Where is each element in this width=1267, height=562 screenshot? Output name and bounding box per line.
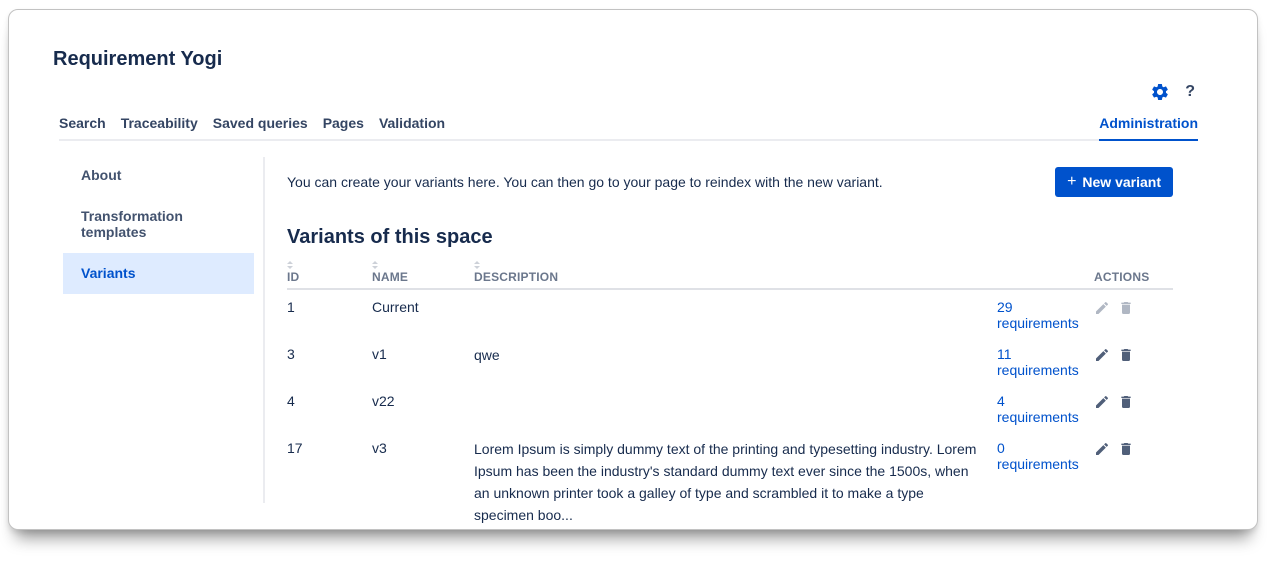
cell-requirements xyxy=(997,346,1094,379)
requirements-link[interactable]: 29 requirements xyxy=(997,299,1079,331)
content-area xyxy=(63,141,1173,523)
edit-pencil-icon[interactable] xyxy=(1094,394,1110,410)
cell-requirements xyxy=(997,299,1094,332)
sidebar-item-variants[interactable]: Variants xyxy=(63,253,254,294)
tab-search[interactable]: Search xyxy=(59,115,106,131)
tab-traceability[interactable]: Traceability xyxy=(120,115,198,131)
table-row xyxy=(287,337,1173,384)
delete-trash-icon xyxy=(1118,300,1134,316)
cell-actions xyxy=(1094,440,1173,457)
column-header-id[interactable]: ID xyxy=(287,261,372,284)
plus-icon: + xyxy=(1067,173,1077,190)
cell-name: v1 xyxy=(372,346,387,362)
column-header-requirements xyxy=(997,261,1094,284)
intro-row xyxy=(287,167,1173,197)
delete-trash-icon[interactable] xyxy=(1118,347,1134,363)
sort-icon xyxy=(287,261,294,269)
sort-icon xyxy=(474,261,481,269)
requirements-link[interactable]: 11 requirements xyxy=(997,346,1079,378)
edit-pencil-icon xyxy=(1094,300,1110,316)
sort-icon xyxy=(372,261,379,269)
tabs-left xyxy=(59,109,445,139)
cell-actions xyxy=(1094,346,1173,363)
page-title: Requirement Yogi xyxy=(53,48,223,70)
cell-description: Lorem Ipsum is simply dummy text of the printing and typesetting industry. Lorem Ipsum has been the industry's standard dummy text ever since the 1500s, when an unknown printer took a galley of type and scrambled it to make a type specimen boo... xyxy=(474,441,977,523)
table-row xyxy=(287,431,1173,530)
delete-trash-icon[interactable] xyxy=(1118,441,1134,457)
tab-bar xyxy=(59,109,1198,141)
cell-id: 17 xyxy=(287,440,303,456)
column-header-name[interactable]: NAME xyxy=(372,261,474,284)
sidebar-item-transformation-templates[interactable]: Transformation templates xyxy=(81,208,183,240)
cell-id: 4 xyxy=(287,393,295,409)
table-row xyxy=(287,384,1173,431)
tab-pages[interactable]: Pages xyxy=(322,115,364,131)
requirements-link[interactable]: 4 requirements xyxy=(997,393,1079,425)
sidebar xyxy=(63,141,254,513)
tab-validation[interactable]: Validation xyxy=(378,115,446,131)
cell-description: qwe xyxy=(474,347,500,363)
table-row xyxy=(287,290,1173,337)
help-icon[interactable]: ? xyxy=(1185,83,1195,100)
header-icons xyxy=(9,81,1195,103)
tab-administration[interactable]: Administration xyxy=(1099,109,1198,141)
cell-requirements xyxy=(997,393,1094,426)
intro-text: You can create your variants here. You can then go to your page to reindex with the new variant. xyxy=(287,174,883,190)
requirements-link[interactable]: 0 requirements xyxy=(997,440,1079,472)
cell-name: v3 xyxy=(372,440,387,456)
edit-pencil-icon[interactable] xyxy=(1094,441,1110,457)
app-window xyxy=(8,9,1258,530)
column-header-actions: ACTIONS xyxy=(1094,270,1150,284)
cell-requirements xyxy=(997,440,1094,473)
cell-id: 3 xyxy=(287,346,295,362)
cell-name: v22 xyxy=(372,393,395,409)
sidebar-item-about[interactable]: About xyxy=(81,167,122,183)
cell-actions xyxy=(1094,393,1173,410)
new-variant-button[interactable] xyxy=(1055,167,1173,197)
column-header-description[interactable]: DESCRIPTION xyxy=(474,261,997,284)
new-variant-button-label: New variant xyxy=(1082,174,1161,190)
main-panel xyxy=(265,141,1173,523)
cell-name: Current xyxy=(372,299,419,315)
delete-trash-icon[interactable] xyxy=(1118,394,1134,410)
variants-table xyxy=(287,261,1173,530)
edit-pencil-icon[interactable] xyxy=(1094,347,1110,363)
cell-id: 1 xyxy=(287,299,295,315)
tab-saved-queries[interactable]: Saved queries xyxy=(212,115,308,131)
section-title: Variants of this space xyxy=(287,226,493,248)
table-header-row xyxy=(287,261,1173,290)
settings-gear-icon[interactable] xyxy=(1150,82,1170,102)
cell-actions xyxy=(1094,299,1173,316)
